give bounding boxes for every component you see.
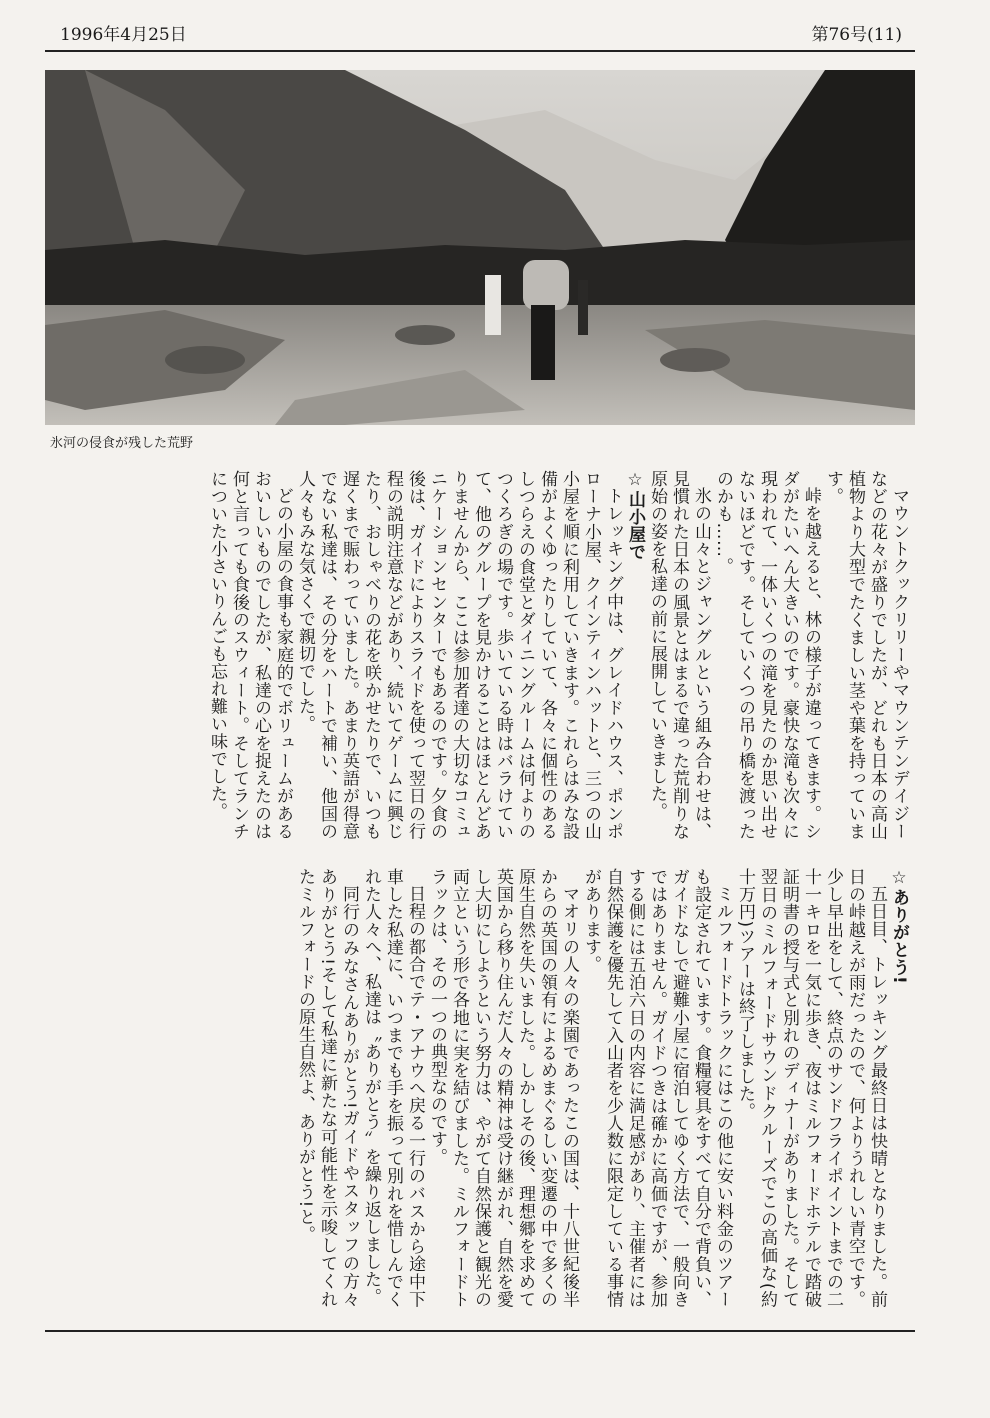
thank-you-section — [110, 868, 910, 1308]
glacier-valley-photo — [45, 70, 915, 425]
header-rule — [45, 50, 915, 52]
issue-number: 第76号(11) — [811, 25, 902, 45]
paragraph: 五日目、トレッキング最終日は快晴となりました。前日の峠越えが雨だったので、何よりうれしい青空です。少し早出をして、終点のサンドフライポイントまでの二十一キロを一気に歩き、夜はミルフォードホテルで踏破証明書の授与式と別れのディナーがありました。そして翌日のミルフォードサウンドクルーズでこの高価な(約十万円)ツアーは終了しました。 — [735, 868, 887, 1308]
paragraph: 峠を越えると、林の様子が違ってきます。シダがたいへん大きいのです。豪快な滝も次々に現われて、一体いくつの滝を見たのか思い出せないほどです。そしていくつの吊り橋を渡ったのかも……。 — [713, 470, 821, 840]
section-heading-thank-you: ☆ありがとう! — [889, 868, 909, 985]
paragraph: どの小屋の食事も家庭的でボリュームがあるおいしいものでしたが、私達の心を捉えたのは何と言っても食後のスウィート。そしてランチについた小さいりんごも忘れ難い味でした。 — [207, 470, 293, 840]
paragraph: マオリの人々の楽園であったこの国は、十八世紀後半からの英国の領有によるめまぐるしい変遷の中で多くの原生自然を失いました。しかしその後、理想郷を求めて英国から移り住んだ人々の精神は受け継がれ、自然を愛し大切にしようという努力は、やがて自然保護と観光の両立という形で各地に実を結びました。ミルフォードトラックは、その一つの典型なのです。 — [427, 868, 579, 1308]
paragraph: 氷の山々とジャングルという組み合わせは、見慣れた日本の風景とはまるで違った荒削りな原始の姿を私達の前に展開していきました。 — [647, 470, 711, 840]
paragraph: 日程の都合でテ・アナウへ戻る一行のバスから途中下車した私達に、いつまでも手を振って別れを惜しんでくれた人々へ、私達は〝ありがとう〟を繰り返しました。 — [361, 868, 425, 1308]
photo-caption: 氷河の侵食が残した荒野 — [50, 436, 194, 451]
issue-date: 1996年4月25日 — [60, 25, 187, 45]
mountain-hut-section — [110, 470, 910, 840]
section-heading-mountain-hut: ☆山小屋で — [625, 470, 645, 561]
paragraph: トレッキング中は、グレイドハウス、ポンポローナ小屋、クインティンハットと、三つの山小屋を順に利用していきます。これらはみな設備がよくゆったりしていて、各々に個性のあるしつらえの食堂とダイニングルームは何よりのつくろぎの場です。歩いている時はバラけていて、他のグループを見かけることはほとんどありませんから、ここは参加者達の大切なコミュニケーションセンターでもあるのです。夕食の後は、ガイドによりスライドを使って翌日の行程の説明注意などがあり、続いてゲームに興じたり、おしゃべりの花を咲かせたりで、いつも遅くまで賑わっていました。あまり英語が得意でない私達は、その分をハートで補い、他国の人々もみな気さくで親切でした。 — [295, 470, 623, 840]
paragraph: マウントクックリリーやマウンテンデイジーなどの花々が盛りでしたが、どれも日本の高山植物より大型でたくましい茎や葉を持っています。 — [823, 470, 909, 840]
footer-rule — [45, 1330, 915, 1332]
paragraph: 同行のみなさんありがとう!ガイドやスタッフの方々ありがとう!そして私達に新たな可能性を示唆してくれたミルフォードの原生自然よ、ありがとう!と。 — [295, 868, 359, 1308]
paragraph: ミルフォードトラックにはこの他に安い料金のツアーも設定されています。食糧寝具をすべて自分で背負い、ガイドなしで避難小屋に宿泊してゆく方法で、一般向きではありません。ガイドつきは確かに高価ですが、参加する側には五泊六日の内容に満足感があり、主催者には自然保護を優先して入山者を少人数に限定している事情があります。 — [581, 868, 733, 1308]
